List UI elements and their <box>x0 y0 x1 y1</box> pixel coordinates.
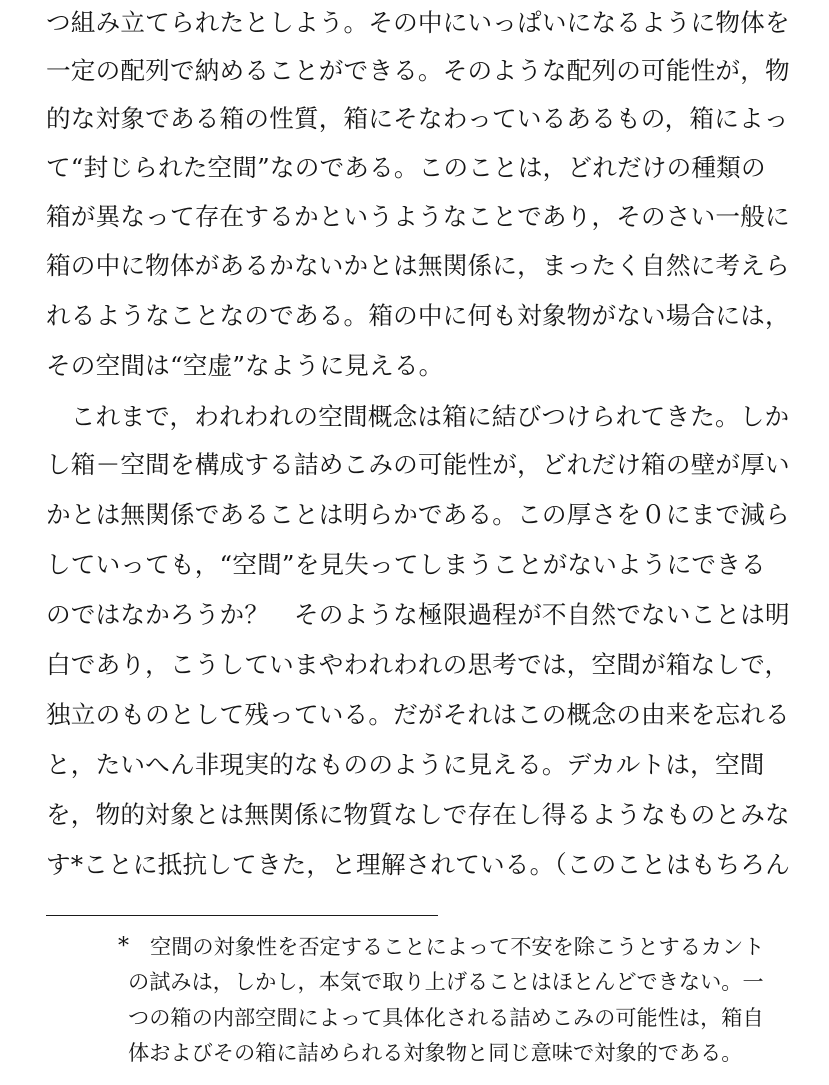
text-line: していっても，“空間”を見失ってしまうことがないようにできる <box>46 550 766 579</box>
text-line: れるようなことなのである。箱の中に何も対象物がない場合には， <box>46 301 790 330</box>
text-line: かとは無関係であることは明らかである。この厚さを０にまで減ら <box>46 500 790 529</box>
footnote-marker: * <box>118 934 129 959</box>
text-line: し箱－空間を構成する詰めこみの可能性が，どれだけ箱の壁が厚い <box>46 450 790 479</box>
text-line: と，たいへん非現実的なもののように見える。デカルトは，空間 <box>46 750 765 779</box>
footnote-divider <box>46 915 438 916</box>
footnote-line: 体およびその箱に詰められる対象物と同じ意味で対象的である。 <box>128 1040 743 1065</box>
text-line: 白であり，こうしていまやわれわれの思考では，空間が箱なしで， <box>46 650 790 679</box>
text-line: 独立のものとして残っている。だがそれはこの概念の由来を忘れる <box>46 700 790 729</box>
text-line: て“封じられた空間”なのである。このことは，どれだけの種類の <box>46 153 766 182</box>
footnote-line: 空間の対象性を否定することによって不安を除こうとするカント <box>150 934 765 959</box>
text-line: 一定の配列で納めることができる。そのような配列の可能性が，物 <box>46 56 790 85</box>
text-line: 箱の中に物体があるかないかとは無関係に，まったく自然に考えら <box>46 251 790 280</box>
text-line: つ組み立てられたとしよう。その中にいっぱいになるように物体を <box>46 8 790 37</box>
text-line: のではなかろうか？ そのような極限過程が不自然でないことは明 <box>46 600 790 629</box>
text-line: 箱が異なって存在するかというようなことであり，そのさい一般に <box>46 202 790 231</box>
text-line: す*ことに抵抗してきた，と理解されている。（このことはもちろん <box>46 850 791 879</box>
text-line: を，物的対象とは無関係に物質なしで存在し得るようなものとみな <box>46 800 790 829</box>
text-line: これまで，われわれの空間概念は箱に結びつけられてきた。しか <box>46 402 790 431</box>
footnote-line: つの箱の内部空間によって具体化される詰めこみの可能性は，箱自 <box>128 1005 764 1030</box>
footnote-line: の試みは，しかし，本気で取り上げることはほとんどできない。一 <box>128 969 764 994</box>
text-line: 的な対象である箱の性質，箱にそなわっているあるもの，箱によっ <box>46 104 789 133</box>
text-line: その空間は“空虚”なように見える。 <box>46 351 444 380</box>
